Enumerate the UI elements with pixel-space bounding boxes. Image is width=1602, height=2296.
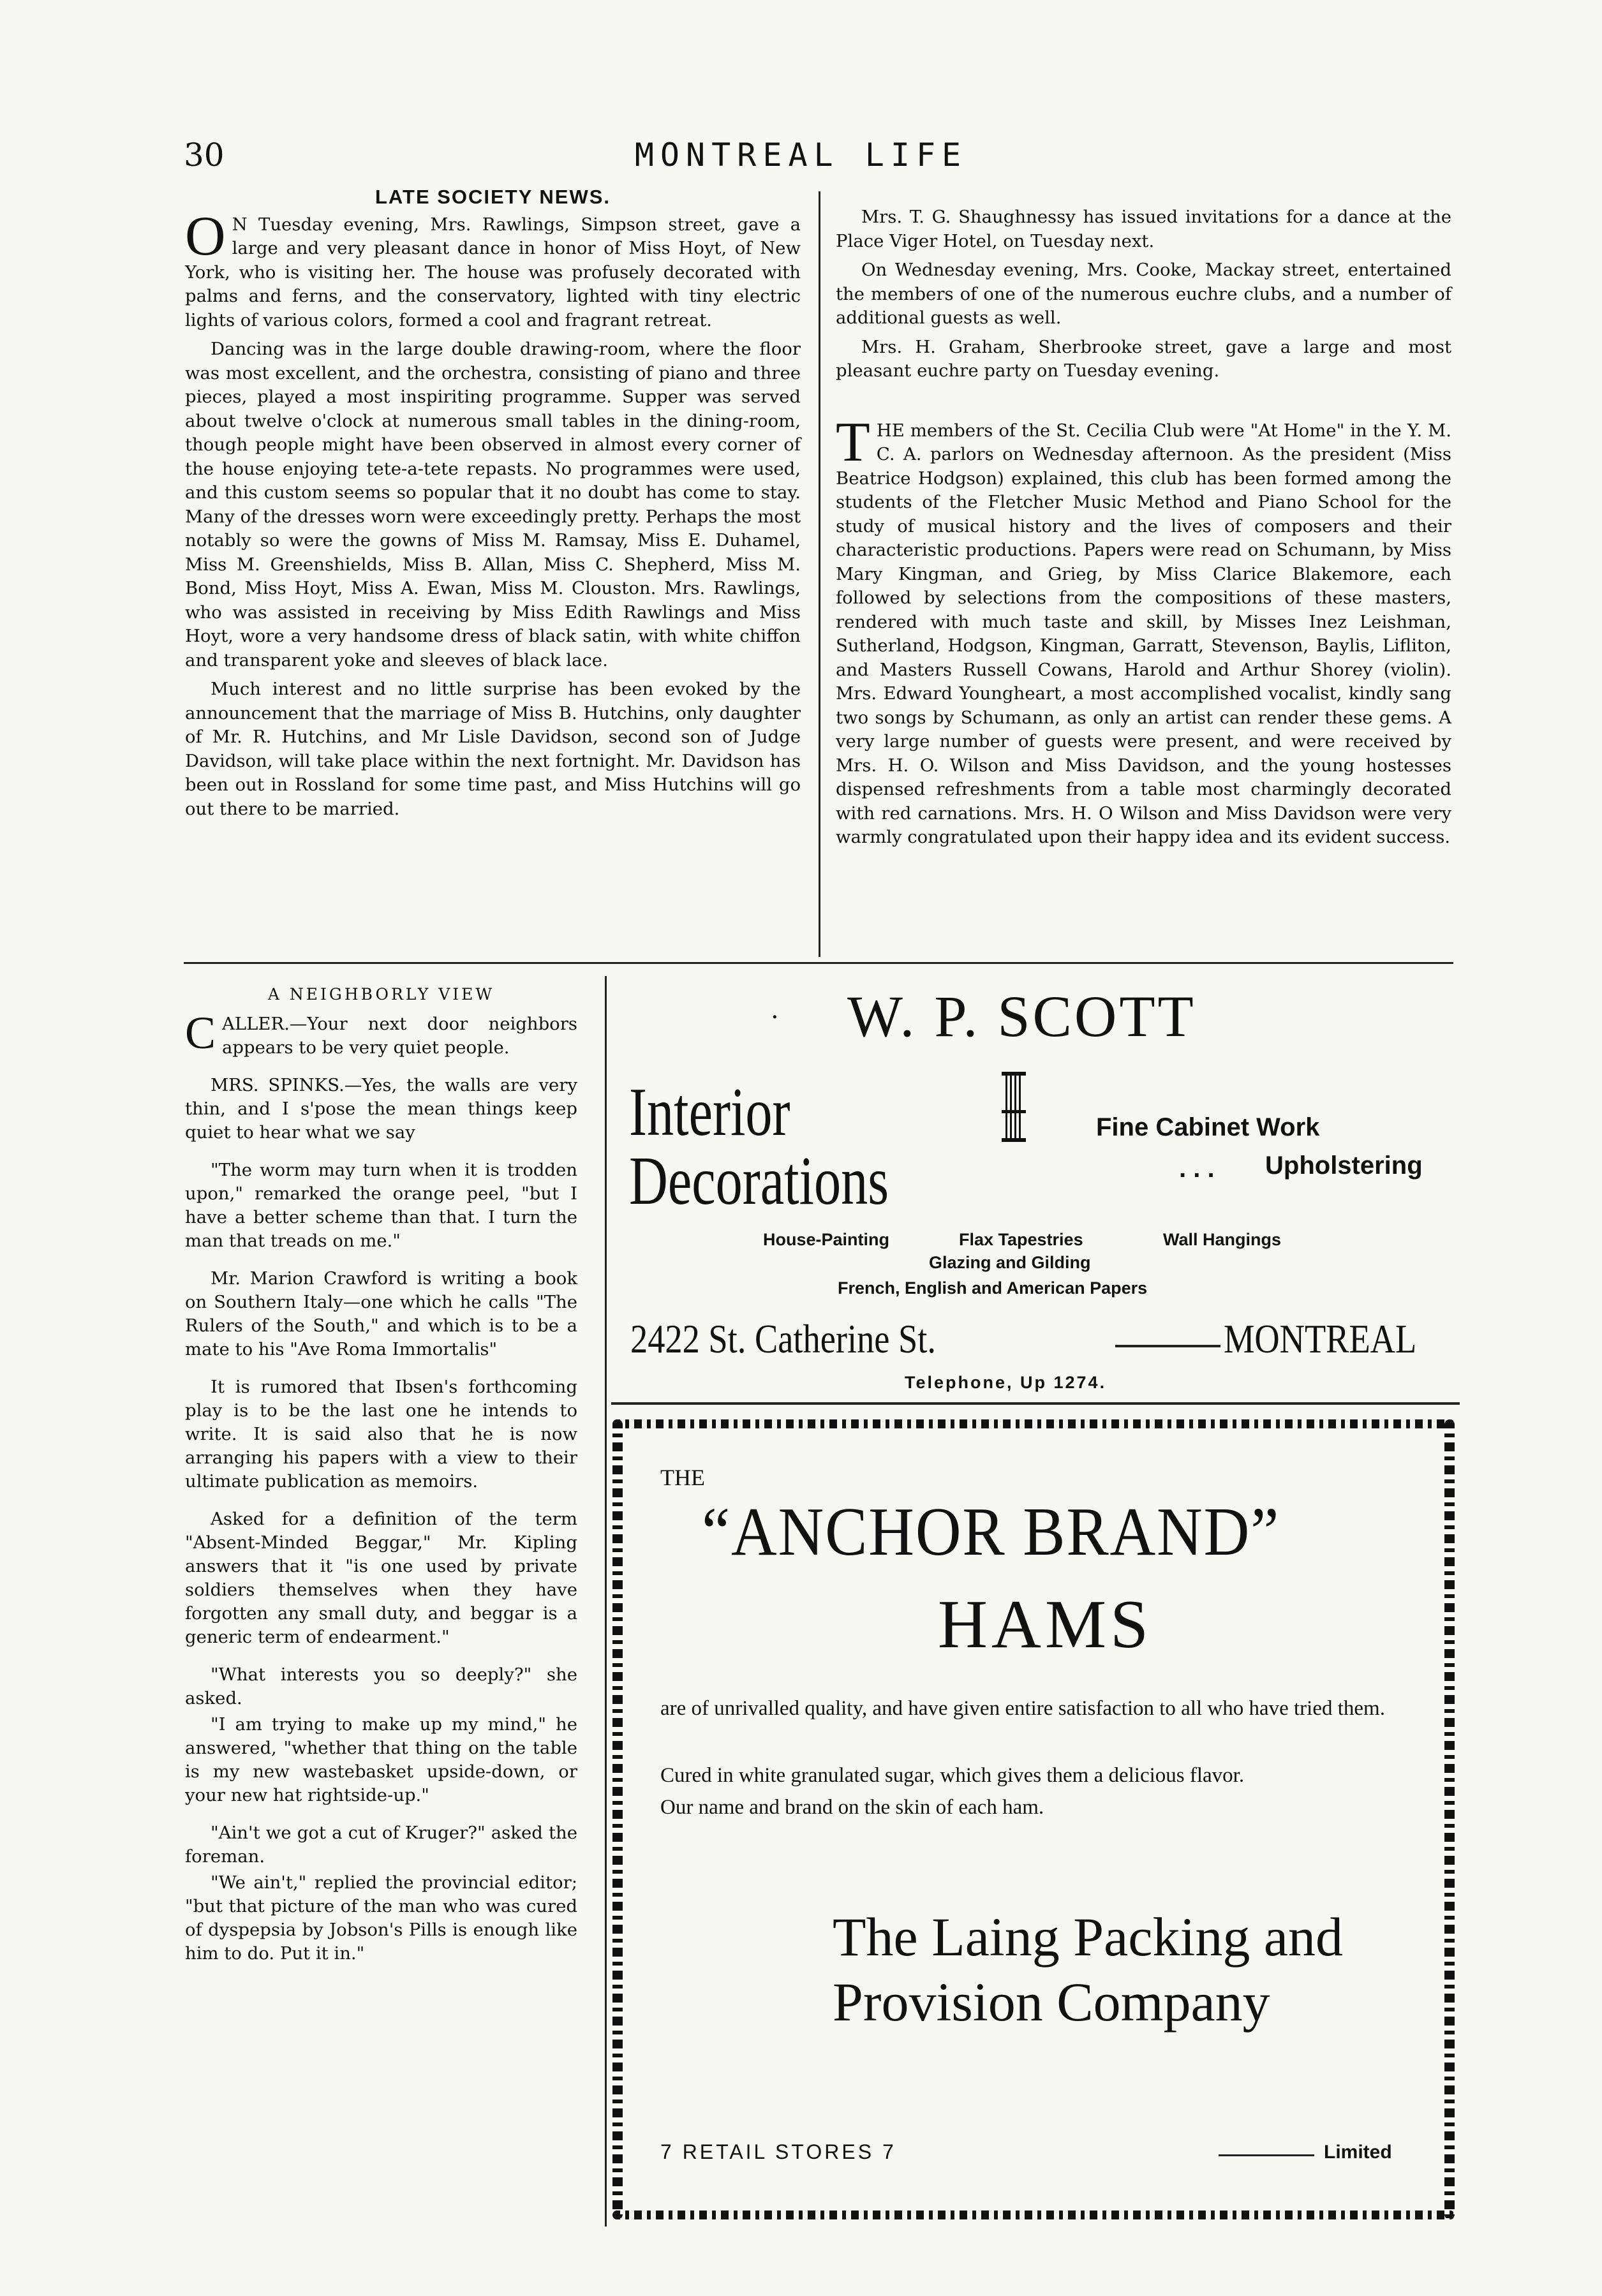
neighborly-paragraph: It is rumored that Ibsen's forthcoming play is to be the last one he intends to write. It is said also that he is now arranging his papers with a view to their ultimate publication as memoirs. xyxy=(185,1377,577,1492)
the-label: THE xyxy=(660,1465,705,1490)
ad-divider xyxy=(605,976,607,2226)
retail-stores-label: 7 RETAIL STORES 7 xyxy=(660,2140,896,2163)
society-paragraph: O N Tuesday evening, Mrs. Rawlings, Simpson street, gave a large and very pleasant dance in honor of Miss Hoyt, of New York, who is visiting her. The house was profusely decorated with palms and ferns, and the conservatory, lighted with tiny electric lights of various colors, formed a cool and fragrant retreat. xyxy=(185,205,801,330)
anchor-advertisement xyxy=(612,1419,1461,2223)
neighborly-paragraph: "What interests you so deeply?" she asked. xyxy=(185,1664,577,1708)
wall-hangings-label: Wall Hangings xyxy=(1163,1230,1282,1249)
drop-cap: T xyxy=(836,411,870,473)
ornament-dots: . . . xyxy=(1179,1155,1215,1183)
column-title: A NEIGHBORLY VIEW xyxy=(267,985,495,1004)
society-paragraph: Much interest and no little surprise has been evoked by the announcement that the marriage of Miss B. Hutchins, only daughter of Mr. R. Hutchins, and Mr Lisle Davidson, second son of Judge Davidson, will take place within the next fortnight. Mr. Davidson has been out in Rossland for some time past, and Miss Hutchins will go out there to be married. xyxy=(185,679,801,819)
ad-separator xyxy=(611,1402,1460,1405)
neighborly-paragraph: MRS. SPINKS.—Yes, the walls are very thin, and I s'pose the mean things keep quiet to hear what we say xyxy=(185,1075,577,1143)
neighborly-paragraph: "Ain't we got a cut of Kruger?" asked the foreman. xyxy=(185,1823,577,1867)
bead-border-right xyxy=(1444,1419,1455,2219)
company-name-line-1: The Laing Packing and xyxy=(833,1906,1344,1967)
neighborly-paragraph: "The worm may turn when it is trodden upon," remarked the orange peel, "but I have a better scheme than that. I turn the man that treads on me." xyxy=(185,1160,577,1251)
page-number: 30 xyxy=(184,137,225,174)
house-painting-label: House-Painting xyxy=(763,1230,890,1249)
neighborly-column xyxy=(185,982,577,1980)
column-ornament-icon xyxy=(1000,1072,1027,1142)
limited-rule xyxy=(1219,2154,1314,2156)
scott-address: 2422 St. Catherine St. xyxy=(630,1316,937,1361)
society-column-right xyxy=(836,205,1451,855)
society-paragraph: Mrs. H. Graham, Sherbrooke street, gave a large and most pleasant euchre party on Tuesday evening. xyxy=(836,336,1451,381)
fine-cabinet-label: Fine Cabinet Work xyxy=(1096,1113,1320,1141)
anchor-line-3: Our name and brand on the skin of each ham. xyxy=(660,1796,1044,1819)
papers-label: French, English and American Papers xyxy=(838,1278,1148,1298)
society-paragraph: On Wednesday evening, Mrs. Cooke, Mackay street, entertained the members of one of the numerous euchre clubs, and a number of additional guests as well. xyxy=(836,260,1451,328)
anchor-brand-title: “ANCHOR BRAND” xyxy=(702,1494,1280,1570)
limited-label: Limited xyxy=(1324,2142,1392,2163)
neighborly-paragraph: "We ain't," replied the provincial editor; "but that picture of the man who was cured of dyspepsia by Jobson's Pills is enough like him to do. Put it in." xyxy=(185,1872,577,1964)
anchor-line-1: are of unrivalled quality, and have given entire satisfaction to all who have tried them. xyxy=(660,1697,1385,1720)
section-divider xyxy=(184,962,1453,964)
neighborly-paragraph: "I am trying to make up my mind," he answered, "whether that thing on the table is my new wastebasket upside-down, or your new hat rightside-up." xyxy=(185,1714,577,1805)
decorations-label: Decorations xyxy=(629,1143,889,1219)
interior-label: Interior xyxy=(629,1074,790,1150)
ornament-dot: · xyxy=(771,1003,779,1032)
flax-label: Flax Tapestries xyxy=(959,1230,1083,1249)
bead-border-top xyxy=(612,1419,1455,1428)
bead-border-bottom xyxy=(612,2211,1455,2219)
bead-border-left xyxy=(612,1419,623,2219)
glazing-label: Glazing and Gilding xyxy=(929,1253,1091,1272)
society-paragraph: Mrs. T. G. Shaughnessy has issued invitations for a dance at the Place Viger Hotel, on Tuesday next. xyxy=(836,207,1451,251)
section-heading: LATE SOCIETY NEWS. xyxy=(375,186,611,208)
neighborly-paragraph: Mr. Marion Crawford is writing a book on Southern Italy—one which he calls "The Rulers of the South," and which is to be a mate to his "Ave Roma Immortalis" xyxy=(185,1268,577,1359)
column-divider xyxy=(819,191,820,957)
society-column-left xyxy=(185,185,801,826)
neighborly-paragraph: Asked for a definition of the term "Absent-Minded Beggar," Mr. Kipling answers that it "is one used by private soldiers themselves when they have forgotten any small duty, and beggar is a generic term of endearment." xyxy=(185,1509,577,1647)
drop-cap: C xyxy=(185,1007,216,1058)
scott-city: MONTREAL xyxy=(1224,1316,1417,1361)
hams-title: HAMS xyxy=(938,1587,1153,1663)
society-paragraph: THE members of the St. Cecilia Club were "At Home" in the Y. M. C. A. parlors on Wednesday afternoon. As the president (Miss Beatrice Hodgson) explained, this club has been formed among the students of the Fletcher Music Method and Piano School for the study of musical history and the lives of composers and their characteristic productions. Papers were read on Schumann, by Miss Mary Kingman, and Grieg, by Miss Clarice Blakemore, each followed by selections from the compositions of these masters, rendered with much taste and skill, by Misses Inez Leishman, Sutherland, Hodgson, Kingman, Garratt, Stevenson, Baylis, Lifliton, and Masters Russell Cowans, Harold and Arthur Shorey (violin). Mrs. Edward Youngheart, a most accomplished vocalist, kindly sang two songs by Schumann, as only an artist can render these gems. A very large number of guests were present, and were received by Mrs. H. O. Wilson and Miss Davidson, and the young hostesses dispensed refreshments from a table most charmingly decorated with red carnations. Mrs. H. O Wilson and Miss Davidson were very warmly congratulated upon their happy idea and its evident success. xyxy=(836,411,1451,847)
society-paragraph: Dancing was in the large double drawing-room, where the floor was most excellent, and the orchestra, consisting of piano and three pieces, played a most inspiriting programme. Supper was served about twelve o'clock at numerous small tables in the dining-room, though people might have been observed in almost every corner of the house enjoying tete-a-tete repasts. No programmes were used, and this custom seems so popular that it no doubt has come to stay. Many of the dresses worn were exceedingly pretty. Perhaps the most notably so were the gowns of Miss M. Ramsay, Miss E. Duhamel, Miss M. Greenshields, Miss B. Allan, Miss C. Shepherd, Miss M. Bond, Miss Hoyt, Miss A. Ewan, Miss M. Clouston. Mrs. Rawlings, who was assisted in receiving by Miss Edith Rawlings and Miss Hoyt, wore a very handsome dress of black satin, with white chiffon and transparent yoke and sleeves of black lace. xyxy=(185,339,801,670)
company-name-line-2: Provision Company xyxy=(833,1971,1270,2033)
upholstering-label: Upholstering xyxy=(1265,1152,1423,1180)
scott-advertisement xyxy=(611,982,1460,1397)
anchor-line-2: Cured in white granulated sugar, which gives them a delicious flavor. xyxy=(660,1764,1245,1787)
neighborly-paragraph: CALLER.—Your next door neighbors appears to be very quiet people. xyxy=(185,1007,577,1058)
scott-telephone: Telephone, Up 1274. xyxy=(905,1373,1107,1392)
address-rule xyxy=(1115,1345,1220,1347)
drop-cap: O xyxy=(185,205,226,267)
scott-name: W. P. SCOTT xyxy=(847,984,1196,1049)
running-head: MONTREAL LIFE xyxy=(634,137,968,174)
